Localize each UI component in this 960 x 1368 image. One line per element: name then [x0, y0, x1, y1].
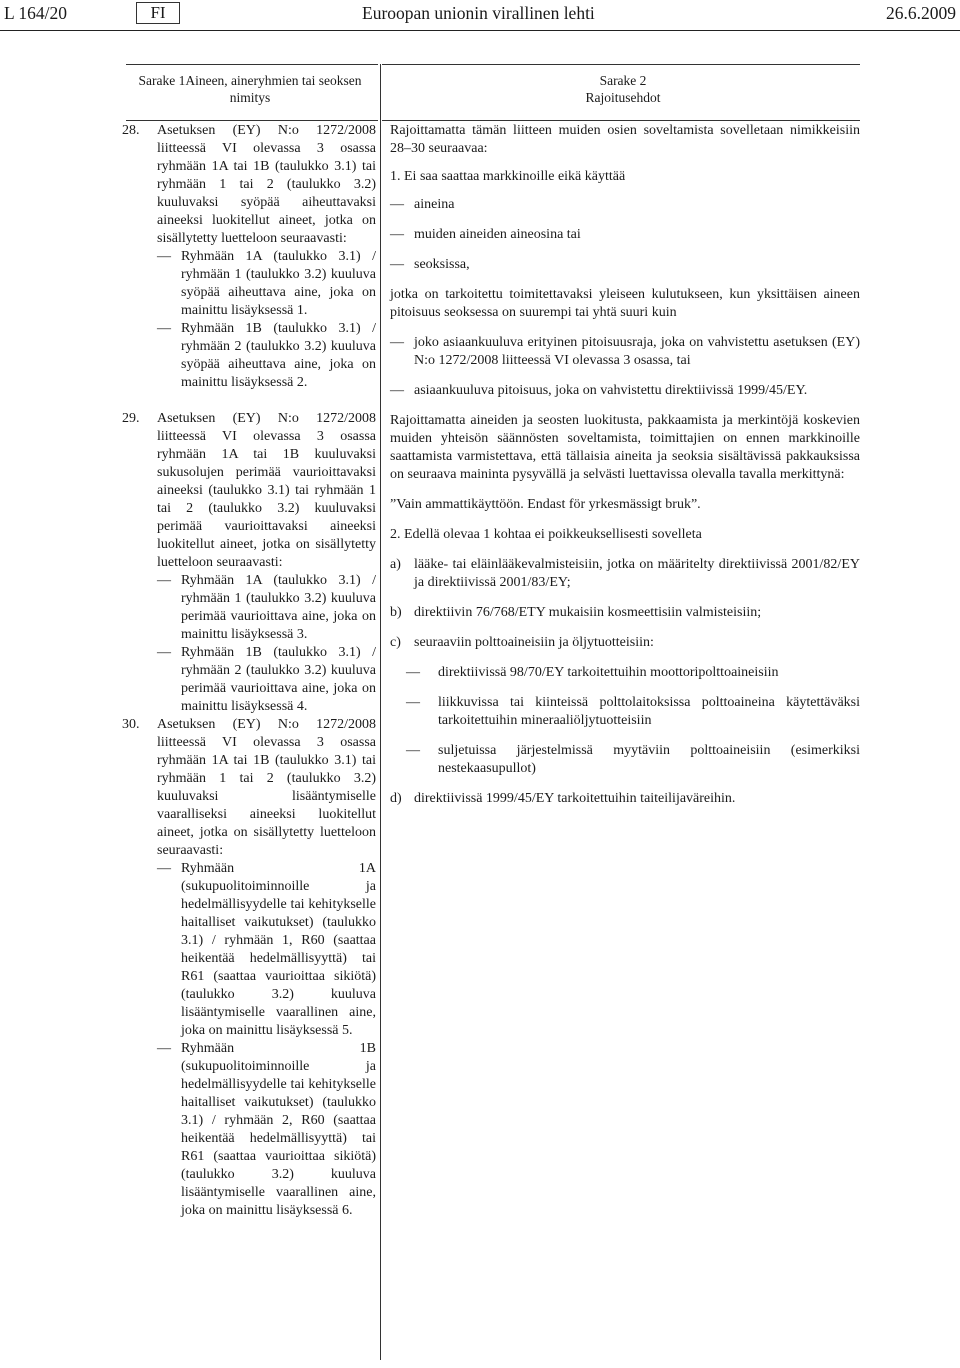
fuel-subitem-text: suljetuissa järjestelmissä myytäviin polttoaineisiin (esimerkiksi nestekaasupullot)	[438, 743, 860, 776]
entry-number: 28.	[122, 123, 140, 138]
entry-lead: Asetuksen (EY) N:o 1272/2008 liitteessä VI olevassa 3 osassa ryhmään 1A tai 1B kuuluvaksi sukusolujen perimää vaurioittavaksi aineeksi (taulukko 3.1) tai ryhmään 1 tai 2 (taulukko 3.2) kuuluvaksi perimää vaurioittavaksi aineeksi luokitellut aineet, jotka on sisällytetty luetteloon seuraavasti:	[157, 411, 376, 570]
subitem-text: Ryhmään 1A (taulukko 3.1) / ryhmään 1 (taulukko 3.2) kuuluva syöpää aiheuttava aine, joka on mainittu lisäyksessä 1.	[181, 249, 376, 318]
list-label: a)	[390, 557, 401, 572]
subitem-text: Ryhmään 1B (taulukko 3.1) / ryhmään 2 (taulukko 3.2) kuuluva syöpää aiheuttava aine, joka on mainittu lisäyksessä 2.	[181, 321, 376, 390]
page-header	[0, 2, 960, 28]
journal-title: Euroopan unionin virallinen lehti	[362, 3, 595, 23]
dash-item	[390, 196, 860, 214]
dash-marker: —	[157, 861, 171, 876]
dash-marker: —	[157, 249, 171, 264]
dash-item	[390, 334, 860, 370]
dash-marker: —	[390, 383, 404, 398]
list-label: d)	[390, 791, 402, 806]
dash-marker: —	[406, 743, 420, 758]
subitem-text: Ryhmään 1B (taulukko 3.1) / ryhmään 2 (taulukko 3.2) kuuluva perimää vaurioittava aine, joka on mainittu lisäyksessä 4.	[181, 645, 376, 714]
publication-date: 26.6.2009	[886, 3, 956, 23]
column-2-heading	[386, 72, 860, 106]
dash-marker: —	[390, 335, 404, 350]
fuel-subitem-text: direktiivissä 98/70/EY tarkoitettuihin moottoripolttoaineisiin	[438, 665, 779, 680]
intro-paragraph: Rajoittamatta tämän liitteen muiden osien soveltamista sovelletaan nimikkeisiin 28–30 seuraavaa:	[390, 123, 860, 156]
column-2-heading-title: Sarake 2	[599, 73, 647, 88]
header-rule	[0, 30, 960, 31]
exemption-item-b	[390, 604, 860, 622]
subitem-text: Ryhmään 1B (sukupuolitoiminnoille ja hedelmällisyydelle tai kehitykselle haitalliset vaikutukset) (taulukko 3.1) / ryhmään 2, R60 (saattaa heikentää hedelmällisyyttä) tai R61 (saattaa vaurioittaa sikiötä) (taulukko 3.2) kuuluva lisääntymiselle vaarallinen aine, joka on mainittu lisäyksessä 6.	[181, 1041, 376, 1218]
dash-marker: —	[406, 695, 420, 710]
subitem-text: Ryhmään 1A (sukupuolitoiminnoille ja hedelmällisyydelle tai kehitykselle haitalliset vaikutukset) (taulukko 3.1) / ryhmään 1, R60 (saattaa heikentää hedelmällisyyttä) tai R61 (saattaa vaurioittaa sikiötä) (taulukko 3.2) kuuluva lisääntymiselle vaarallinen aine, joka on mainittu lisäyksessä 5.	[181, 861, 376, 1038]
entry-subitem	[157, 572, 376, 644]
entry-subitem	[157, 1040, 376, 1220]
column-2-heading-subtitle: Rajoitusehdot	[585, 90, 661, 105]
entry-number: 30.	[122, 717, 140, 732]
entry-subitem	[157, 320, 376, 392]
entry-lead: Asetuksen (EY) N:o 1272/2008 liitteessä VI olevassa 3 osassa ryhmään 1A tai 1B (taulukko 3.1) tai ryhmään 1 tai 2 (taulukko 3.2) kuuluvaksi lisääntymiselle vaaralliseksi aineeksi luokitellut aineet, jotka on sisällytetty luetteloon seuraavasti:	[157, 717, 376, 858]
point-2-heading: 2. Edellä olevaa 1 kohtaa ei poikkeuksellisesti sovelleta	[390, 527, 702, 542]
entry-number: 29.	[122, 411, 140, 426]
page-number: L 164/20	[4, 3, 68, 23]
list-text: lääke- tai eläinlääkevalmisteisiin, jotka on määritelty direktiivissä 2001/82/EY ja direktiivissä 2001/83/EY;	[414, 557, 860, 590]
dash-marker: —	[406, 665, 420, 680]
exemption-item-a	[390, 556, 860, 592]
column-2-content	[390, 122, 860, 808]
dash-marker: —	[390, 197, 404, 212]
entry-subitem	[157, 860, 376, 1040]
entry-30	[120, 716, 376, 1220]
point-1-heading: 1. Ei saa saattaa markkinoille eikä käyttää	[390, 169, 626, 184]
dash-item	[390, 226, 860, 244]
entry-29	[120, 410, 376, 716]
fuel-subitem-text: liikkuvissa tai kiinteissä polttolaitoksissa polttoaineina käytettäväksi tarkoitettuihin mineraaliöljytuotteisiin	[438, 695, 860, 728]
dash-marker: —	[390, 227, 404, 242]
dash-marker: —	[157, 573, 171, 588]
fuel-subitem	[390, 664, 860, 682]
column-1-content	[120, 122, 376, 1220]
heading-rule-left	[126, 120, 378, 121]
dash-item-text: asiaankuuluva pitoisuus, joka on vahvistettu direktiivissä 1999/45/EY.	[414, 383, 808, 398]
table-top-rule-left	[126, 64, 378, 65]
dash-marker: —	[390, 257, 404, 272]
dash-marker: —	[157, 321, 171, 336]
entry-lead: Asetuksen (EY) N:o 1272/2008 liitteessä VI olevassa 3 osassa ryhmään 1A tai 1B (taulukko 3.1) tai ryhmään 1 tai 2 (taulukko 3.2) kuuluvaksi syöpää aiheuttavaksi aineeksi luokitellut aineet, jotka on sisällytetty luetteloon seuraavasti:	[157, 123, 376, 246]
fuel-subitem	[390, 742, 860, 778]
labelling-paragraph: Rajoittamatta aineiden ja seosten luokitusta, pakkaamista ja merkintöjä koskevien muiden yhteisön säännösten soveltamista, toimittajien on ennen markkinoille saattamista varmistettava, että tällaisia aineita ja seoksia sisältävissä pakkauksissa on seuraava maininta pysyvällä ja selvästi luettavissa olevalla tavalla merkittynä:	[390, 413, 860, 482]
dash-item-text: muiden aineiden aineosina tai	[414, 227, 581, 242]
entry-28	[120, 122, 376, 392]
dash-marker: —	[157, 1041, 171, 1056]
dash-item-text: aineina	[414, 197, 455, 212]
condition-paragraph: jotka on tarkoitettu toimitettavaksi yleiseen kulutukseen, kun yksittäisen aineen pitoisuus seoksessa on suurempi tai yhtä suuri kuin	[390, 287, 860, 320]
subitem-text: Ryhmään 1A (taulukko 3.1) / ryhmään 1 (taulukko 3.2) kuuluva perimää vaurioittava aine, joka on mainittu lisäyksessä 3.	[181, 573, 376, 642]
list-text: seuraaviin polttoaineisiin ja öljytuotteisiin:	[414, 635, 654, 650]
list-label: b)	[390, 605, 402, 620]
dash-item	[390, 382, 860, 400]
label-quote: ”Vain ammattikäyttöön. Endast för yrkesmässigt bruk”.	[390, 497, 701, 512]
list-label: c)	[390, 635, 401, 650]
column-divider	[380, 64, 381, 1360]
list-text: direktiivin 76/768/ETY mukaisiin kosmeettisiin valmisteisiin;	[414, 605, 762, 620]
column-1-heading: Sarake 1Aineen, aineryhmien tai seoksen nimitys	[138, 73, 362, 105]
list-text: direktiivissä 1999/45/EY tarkoitettuihin taiteilijaväreihin.	[414, 791, 736, 806]
dash-item-text: joko asiaankuuluva erityinen pitoisuusraja, joka on vahvistettu asetuksen (EY) N:o 1272/2008 liitteessä VI olevassa 3 osassa, tai	[414, 335, 860, 368]
entry-subitem	[157, 248, 376, 320]
exemption-item-c	[390, 634, 860, 652]
entry-subitem	[157, 644, 376, 716]
dash-marker: —	[157, 645, 171, 660]
exemption-item-d	[390, 790, 860, 808]
language-code: FI	[136, 2, 180, 24]
heading-rule-right	[382, 120, 860, 121]
dash-item-text: seoksissa,	[414, 257, 470, 272]
fuel-subitem	[390, 694, 860, 730]
table-top-rule-right	[382, 64, 860, 65]
dash-item	[390, 256, 860, 274]
